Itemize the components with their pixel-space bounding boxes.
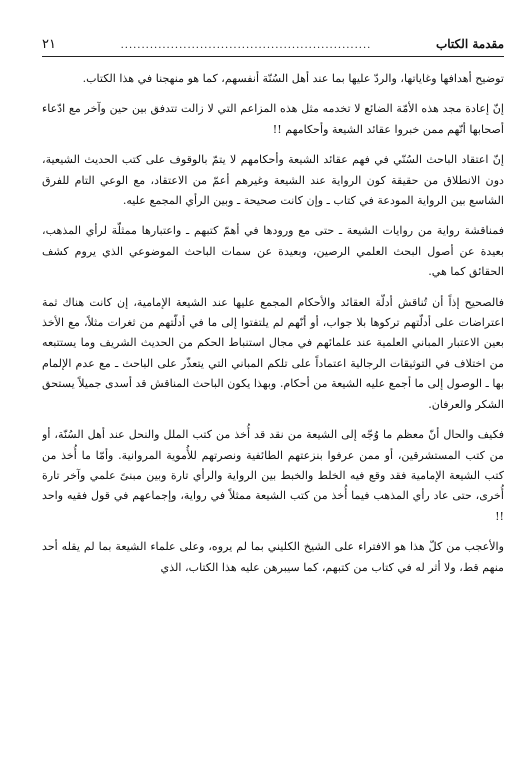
paragraph: إنّ إعادة مجد هذه الأمّة الضائع لا تخدمه مثل هذه المزاعم التي لا زالت تتدفق بين حين وآخر مع ادّعاء أصحابها أنّهم ممن خبروا عقائد الشيعة وأحكامهم !! (42, 102, 504, 136)
header-dot-leader: ............................................................ (120, 40, 372, 51)
paragraph: إنّ اعتقاد الباحث السُنّي في فهم عقائد الشيعة وأحكامهم لا يتمّ بالوقوف على كتب الحديث الشيعية، دون الانطلاق من حقيقة كون الرواية عند الشيعة وغيرهم أعمّ من الاعتقاد، مع الوعي التام للفرق الشاسع بين الرواية المودعة في كتاب ـ وإن كانت صحيحة ـ وبين الرأي المجمع عليه. (42, 153, 504, 208)
paragraph: والأعجب من كلّ هذا هو الافتراء على الشيخ الكليني بما لم يروه، وعلى علماء الشيعة بما لم يقله أحد منهم قط، ولا أثر له في كتاب من كتبهم، كما سيبرهن عليه هذا الكتاب، الذي (42, 540, 504, 574)
paragraph: فكيف والحال أنّ معظم ما وُجّه إلى الشيعة من نقد قد أُخذ من كتب الملل والنحل عند أهل السُنّة، أو من كتب المستشرقين، أو ممن عرفوا بنزعتهم الطائفية ونصرتهم للأُموية المروانية. وأمّا ما أُخذ من كتب الشيعة الإمامية فقد وقع فيه الخلط والخبط بين الرواية والرأي تارة وبين مبنىً علمي وآخر تارة أُخرى، حتى عاد رأي المذهب فيما أُخذ من كتب الشيعة ممثلاً في رواية، وإجماعهم في قول فقيه واحد !! (42, 428, 504, 523)
paragraph: فالصحيح إذاً أن تُناقش أدلّة العقائد والأحكام المجمع عليها عند الشيعة الإمامية، إن كانت هناك ثمة اعتراضات على أدلّتهم تركوها بلا جواب، أو أنّهم لم يلتفتوا إلى ما في أدلّتهم من ثغرات مثلاً، مع الأخذ بعين الاعتبار المباني العلمية عند علمائهم في مجال استنباط الحكم من الحديث الشريف وما يستتبعه من اختلاف في التوثيقات الرجالية اعتماداً على تلكم المباني التي يتعذّر على الباحث ـ مع عدم الإلمام بها ـ الوصول إلى ما أجمع عليه الشيعة من أحكام. وبهذا يكون الباحث المناقش قد أسدى جميلاً يستحق الشكر والعرفان. (42, 295, 504, 411)
header-title: مقدمة الكتاب (435, 37, 504, 51)
page-number: ٢١ (42, 37, 56, 52)
body-text (42, 69, 504, 578)
paragraph: فمناقشة رواية من روايات الشيعة ـ حتى مع ورودها في أهمّ كتبهم ـ واعتبارها ممثلّة لرأي المذهب، بعيدة عن أصول البحث العلمي الرصين، وبعيدة عن سمات الباحث الموضوعي الذي يروم كشف الحقائق كما هي. (42, 224, 504, 279)
book-page (42, 34, 504, 749)
header-rule (42, 56, 504, 57)
paragraph: توضيح أهدافها وغاياتها، والردّ عليها بما عند أهل السُنّة أنفسهم، كما هو منهجنا في هذا الكتاب. (82, 72, 504, 85)
running-header (42, 34, 504, 54)
